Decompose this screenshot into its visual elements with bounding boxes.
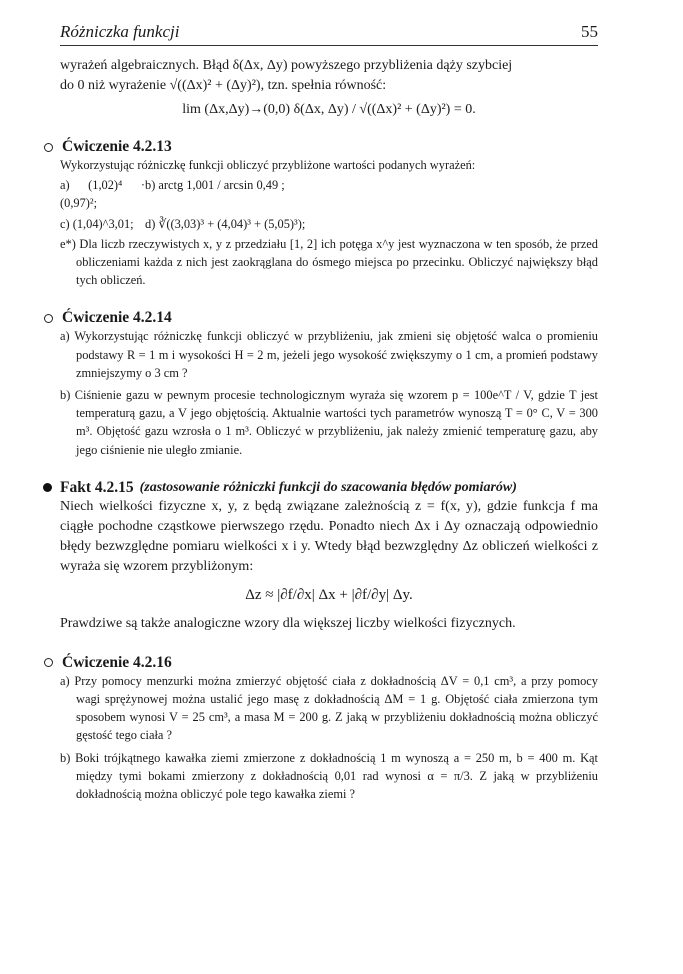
exercise-16-title: Ćwiczenie 4.2.16	[62, 653, 172, 671]
exercise-13-e: e*) Dla liczb rzeczywistych x, y z przedziału [1, 2] ich potęga x^y jest wyznaczona w ten sposób, że przed obliczeniami każda z nich jest zaokrąglana do ósmego miejsca po przecinku. Obliczyć największy błąd tych obliczeń.	[60, 236, 598, 288]
exercise-13-b: b) arctg 1,001 / arcsin 0,49 ;	[145, 178, 285, 193]
intro-line-2: do 0 niż wyrażenie √((Δx)² + (Δy)²), tzn. spełnia równość:	[60, 78, 387, 93]
fact-closing: Prawdziwe są także analogiczne wzory dla większej liczby wielkości fizycznych.	[60, 615, 516, 631]
fact-subtitle: (zastosowanie różniczki funkcji do szacowania błędów pomiarów)	[139, 479, 517, 495]
exercise-16-b: b) Boki trójkątnego kawałka ziemi zmierzone z dokładnością 1 m wynoszą a = 250 m, b = 400 m. Kąt między tymi bokami zmierzony z dokładnością 0,01 rad wynosi α = π/3. Z jaką w przybliżeniu dokładnością można obliczyć pole tego kawałka ziemi ?	[60, 750, 598, 802]
filled-circle-icon	[43, 483, 52, 492]
exercise-13-row-cd	[60, 215, 598, 233]
page-header	[60, 22, 598, 46]
fact-body: Niech wielkości fizyczne x, y, z będą związane zależnością z = f(x, y), gdzie funkcja f ma ciągłe pochodne cząstkowe pierwszego rzędu. Ponadto niech Δx i Δy oznaczają odpowiednio błędy bezwzględne pomiaru wielkości x i y. Wtedy błąd bezwzględny Δz obliczeń wielkości z wyraża się wzorem przybliżonym:	[60, 498, 598, 574]
error-formula: Δz ≈ |∂f/∂x| Δx + |∂f/∂y| Δy.	[245, 586, 413, 603]
open-circle-icon	[44, 658, 53, 667]
exercise-13-row-ab	[60, 176, 598, 212]
page-number: 55	[581, 22, 598, 41]
exercise-13-d: d) ∛((3,03)³ + (4,04)³ + (5,05)³);	[145, 216, 306, 231]
exercise-13-a: a) (1,02)⁴ · (0,97)²;	[60, 178, 145, 211]
limit-formula: lim (Δx,Δy)→(0,0) δ(Δx, Δy) / √((Δx)² + (Δy)²) = 0.	[182, 102, 476, 117]
exercise-heading	[60, 309, 598, 327]
fact-title: Fakt 4.2.15	[60, 478, 134, 496]
exercise-heading	[60, 138, 598, 156]
exercise-16-a: a) Przy pomocy menzurki można zmierzyć objętość ciała z dokładnością ΔV = 0,1 cm³, a przy pomocy wagi sprężynowej można ustalić jego masę z dokładnością ΔM = 1 g. Objętość ciała zmierzona tym sposobem wynosi V = 25 cm³, a masa M = 200 g. Z jaką w przybliżeniu dokładnością można obliczyć gęstość tego ciała ?	[60, 673, 598, 743]
exercise-13-c: c) (1,04)^3,01;	[60, 216, 134, 231]
exercise-14-title: Ćwiczenie 4.2.14	[62, 309, 172, 327]
page	[60, 22, 598, 803]
exercise-13-lead: Wykorzystując różniczkę funkcji obliczyć przybliżone wartości podanych wyrażeń:	[60, 158, 476, 172]
open-circle-icon	[44, 143, 53, 152]
exercise-heading	[60, 654, 598, 672]
intro-line-1: wyrażeń algebraicznych. Błąd δ(Δx, Δy) powyższego przybliżenia dąży szybciej	[60, 58, 513, 73]
open-circle-icon	[44, 314, 53, 323]
exercise-14-a: a) Wykorzystując różniczkę funkcji obliczyć w przybliżeniu, jak zmieni się objętość walca o promieniu podstawy R = 1 m i wysokości H = 2 m, jeżeli jego wysokość zwiększymy o 1 cm, a promień podstawy zmniejszymy o 3 cm ?	[60, 329, 598, 380]
exercise-13-title: Ćwiczenie 4.2.13	[62, 138, 172, 155]
fact-heading	[60, 479, 598, 497]
exercise-14-b: b) Ciśnienie gazu w pewnym procesie technologicznym wyraża się wzorem p = 100e^T / V, gdzie T jest temperaturą gazu, a V jego objętością. Aktualnie wartości tych parametrów wynoszą T = 0° C, V = 300 m³. Objętość gazu wzrosła o 1 m³. Obliczyć w przybliżeniu, jak należy zmienić temperaturę gazu, aby jego ciśnienie nie uległo zmianie.	[60, 388, 598, 457]
running-title: Różniczka funkcji	[60, 22, 180, 41]
